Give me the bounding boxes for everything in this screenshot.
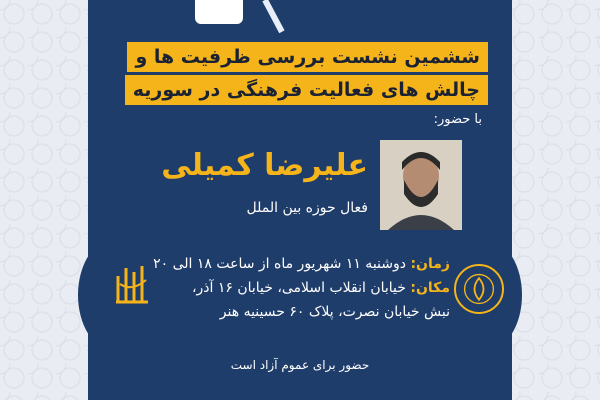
left-pattern [0, 0, 90, 400]
place-line2: نبش خیابان نصرت، پلاک ۶۰ حسینیه هنر [219, 304, 450, 320]
calligraphy-logo-icon [104, 262, 160, 328]
seal-logo-icon [454, 264, 504, 314]
presence-label: با حضور: [433, 112, 482, 127]
speaker-photo [380, 140, 462, 230]
speaker-role: فعال حوزه بین الملل [246, 200, 368, 216]
place-line1: خیابان انقلاب اسلامی، خیابان ۱۶ آذر، [191, 280, 406, 296]
speaker-portrait-icon [380, 140, 462, 230]
time-value: دوشنبه ۱۱ شهریور ماه از ساعت ۱۸ الی ۲۰ [153, 256, 406, 272]
place-row [153, 276, 450, 300]
right-pattern [510, 0, 600, 400]
speaker-name: علیرضا کمیلی [161, 148, 368, 183]
event-title-line2: چالش های فعالیت فرهنگی در سوریه [125, 75, 488, 105]
place-label: مکان: [410, 280, 450, 296]
time-label: زمان: [410, 256, 450, 272]
event-details [153, 252, 450, 324]
top-emblem [195, 0, 243, 24]
time-row [153, 252, 450, 276]
free-entry-note: حضور برای عموم آزاد است [230, 358, 370, 372]
event-title-line1: ششمین نشست بررسی ظرفیت ها و [127, 42, 488, 72]
